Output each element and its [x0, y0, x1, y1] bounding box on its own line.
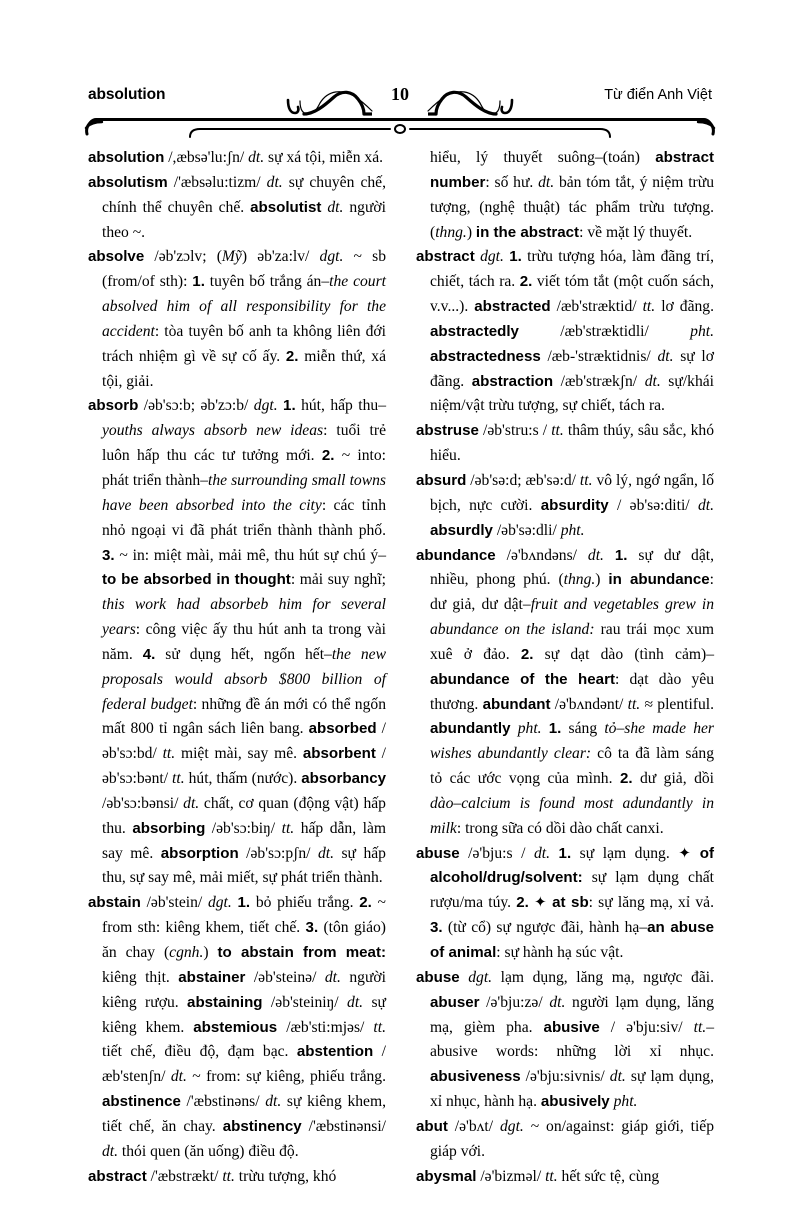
entry-abstain: abstain /əb'stein/ dgt. 1. bỏ phiếu trắng. 2. ~ from sth: kiêng khem, tiết chế. 3. (tôn giáo) ăn chay (cgnh.) to abstain from meat: kiêng thịt. abstainer /əb'steinə/ dt. người kiêng rượu. abstaining /əb'steiniŋ/ dt. sự kiêng khem. abstemious /æb'sti:mjəs/ tt. tiết chế, điều độ, đạm bạc. abstention /æb'stenʃn/ dt. ~ from: sự kiêng, phiếu trắng. abstinence /'æbstinəns/ dt. sự kiêng khem, tiết chế, ăn chay. abstinency /'æbstinənsi/ dt. thói quen (ăn uống) điều độ.: [88, 894, 387, 1160]
entry-abysmal: abysmal /ə'bizməl/ tt. hết sức tệ, cùng: [416, 1167, 660, 1185]
running-head: [88, 86, 712, 114]
entry-absorb: absorb /əb'sɔ:b; əb'zɔ:b/ dgt. 1. hút, hấp thu–youths always absorb new ideas: tuổi trẻ luôn hấp thu các tư tưởng mới. 2. ~ into: phát triển thành–the surrounding small towns have been absorbed into the city: các tỉnh nhỏ ngoại vi đã phát triển thành thành phố. 3. ~ in: miệt mài, mải mê, thu hút sự chú ý–to be absorbed in thought: mải suy nghĩ; this work had absorbeb him for several years: công việc ấy thu hút anh ta trong vài năm. 4. sử dụng hết, ngốn hết–the new proposals would absorb $800 billion of federal budget: những đề án mới có thể ngốn mất 800 tỉ ngân sách liên bang. absorbed /əb'sɔ:bd/ tt. miệt mài, say mê. absorbent /əb'sɔ:bənt/ tt. hút, thấm (nước). absorbancy /əb'sɔ:bənsi/ dt. chất, cơ quan (động vật) hấp thu. absorbing /əb'sɔ:biŋ/ tt. hấp dẫn, làm say mê. absorption /əb'sɔ:pʃn/ dt. sự hấp thu, sự say mê, mải miết, sự phát triển thành.: [88, 397, 387, 887]
entry-abundance: abundance /ə'bʌndəns/ dt. 1. sự dư dật, nhiều, phong phú. (thng.) in abundance: dư giả, dư dật–fruit and vegetables grew in abundance on the island: rau trái mọc xum xuê ở đảo. 2. sự dạt dào (tình cảm)–abundance of the heart: dạt dào yêu thương. abundant /ə'bʌndənt/ tt. ≈ plentiful. abundantly pht. 1. sáng tỏ–she made her wishes abundantly clear: cô ta đã làm sáng tỏ các ước vọng của mình. 2. dư giả, dồi dào–calcium is found most adundantly in milk: trong sữa có dồi dào chất canxi.: [416, 546, 715, 837]
body-columns: [88, 146, 715, 1185]
page-number: 10: [391, 84, 409, 104]
entry-abstract-adj: abstract /'æbstrækt/ tt. trừu tượng, khó: [88, 1167, 337, 1185]
entry-abuse-verb: abuse dgt. lạm dụng, lăng mạ, ngược đãi. abuser /ə'bju:zə/ dt. người lạm dụng, lăng mạ, gièm pha. abusive / ə'bju:siv/ tt.–abusive words: những lời xỉ nhục. abusiveness /ə'bju:sivnis/ dt. sự lạm dụng, xỉ nhục, hành hạ. abusively pht.: [416, 968, 714, 1111]
entry-absolve: absolve /əb'zɔlv; (Mỹ) əb'za:lv/ dgt. ~ sb (from/of sth): 1. tuyên bố trắng án–the court absolved him of all responsibility for the accident: tòa tuyên bố anh ta không liên đới trách nhiệm gì về sự cố ấy. 2. miễn thứ, xá tội, giải.: [88, 248, 387, 390]
column-left: [88, 146, 387, 1185]
header-divider-ornament: [82, 112, 718, 142]
column-right: [416, 146, 715, 1185]
entry-absurd: absurd /əb'sə:d; æb'sə:d/ tt. vô lý, ngớ ngẩn, lố bịch, nực cười. absurdity / əb'sə:diti/ dt. absurdly /əb'sə:dli/ pht.: [416, 471, 714, 539]
entry-abstruse: abstruse /əb'stru:s / tt. thâm thúy, sâu sắc, khó hiểu.: [416, 422, 714, 465]
entry-absolutism: absolutism /'æbsəlu:tizm/ dt. sự chuyên chế, chính thể chuyên chế. absolutist dt. người theo ~.: [88, 173, 386, 241]
entry-abut: abut /ə'bʌt/ dgt. ~ on/against: giáp giới, tiếp giáp với.: [416, 1117, 714, 1160]
running-head-left: absolution: [88, 86, 166, 103]
entry-absolution: absolution /,æbsə'lu:ʃn/ dt. sự xá tội, miễn xá.: [88, 149, 384, 166]
running-head-right: Từ điển Anh Việt: [604, 87, 712, 103]
entry-abstract-adj-continued: hiểu, lý thuyết suông–(toán) abstract number: số hư. dt. bản tóm tắt, ý niệm trừu tượng, (nghệ thuật) tác phẩm trừu tượng. (thng.) in the abstract: về mặt lý thuyết.: [430, 149, 714, 241]
entry-abuse-noun: abuse /ə'bju:s / dt. 1. sự lạm dụng. ✦ of alcohol/drug/solvent: sự lạm dụng chất rượu/ma túy. 2. ✦ at sb: sự lăng mạ, xỉ vả. 3. (từ cổ) sự ngược đãi, hành hạ–an abuse of animal: sự hành hạ súc vật.: [416, 844, 715, 961]
entry-abstract-verb: abstract dgt. 1. trừu tượng hóa, làm đãng trí, chiết, tách ra. 2. viết tóm tắt (một cuốn sách, v.v...). abstracted /æb'stræktid/ tt. lơ đãng. abstractedly /æb'stræktidli/ pht. abstractedness /æb-'stræktidnis/ dt. sự lơ đãng. abstraction /æb'strækʃn/ dt. sự/khái niệm/vật trừu tượng, sự chiết, tách ra.: [416, 248, 714, 415]
